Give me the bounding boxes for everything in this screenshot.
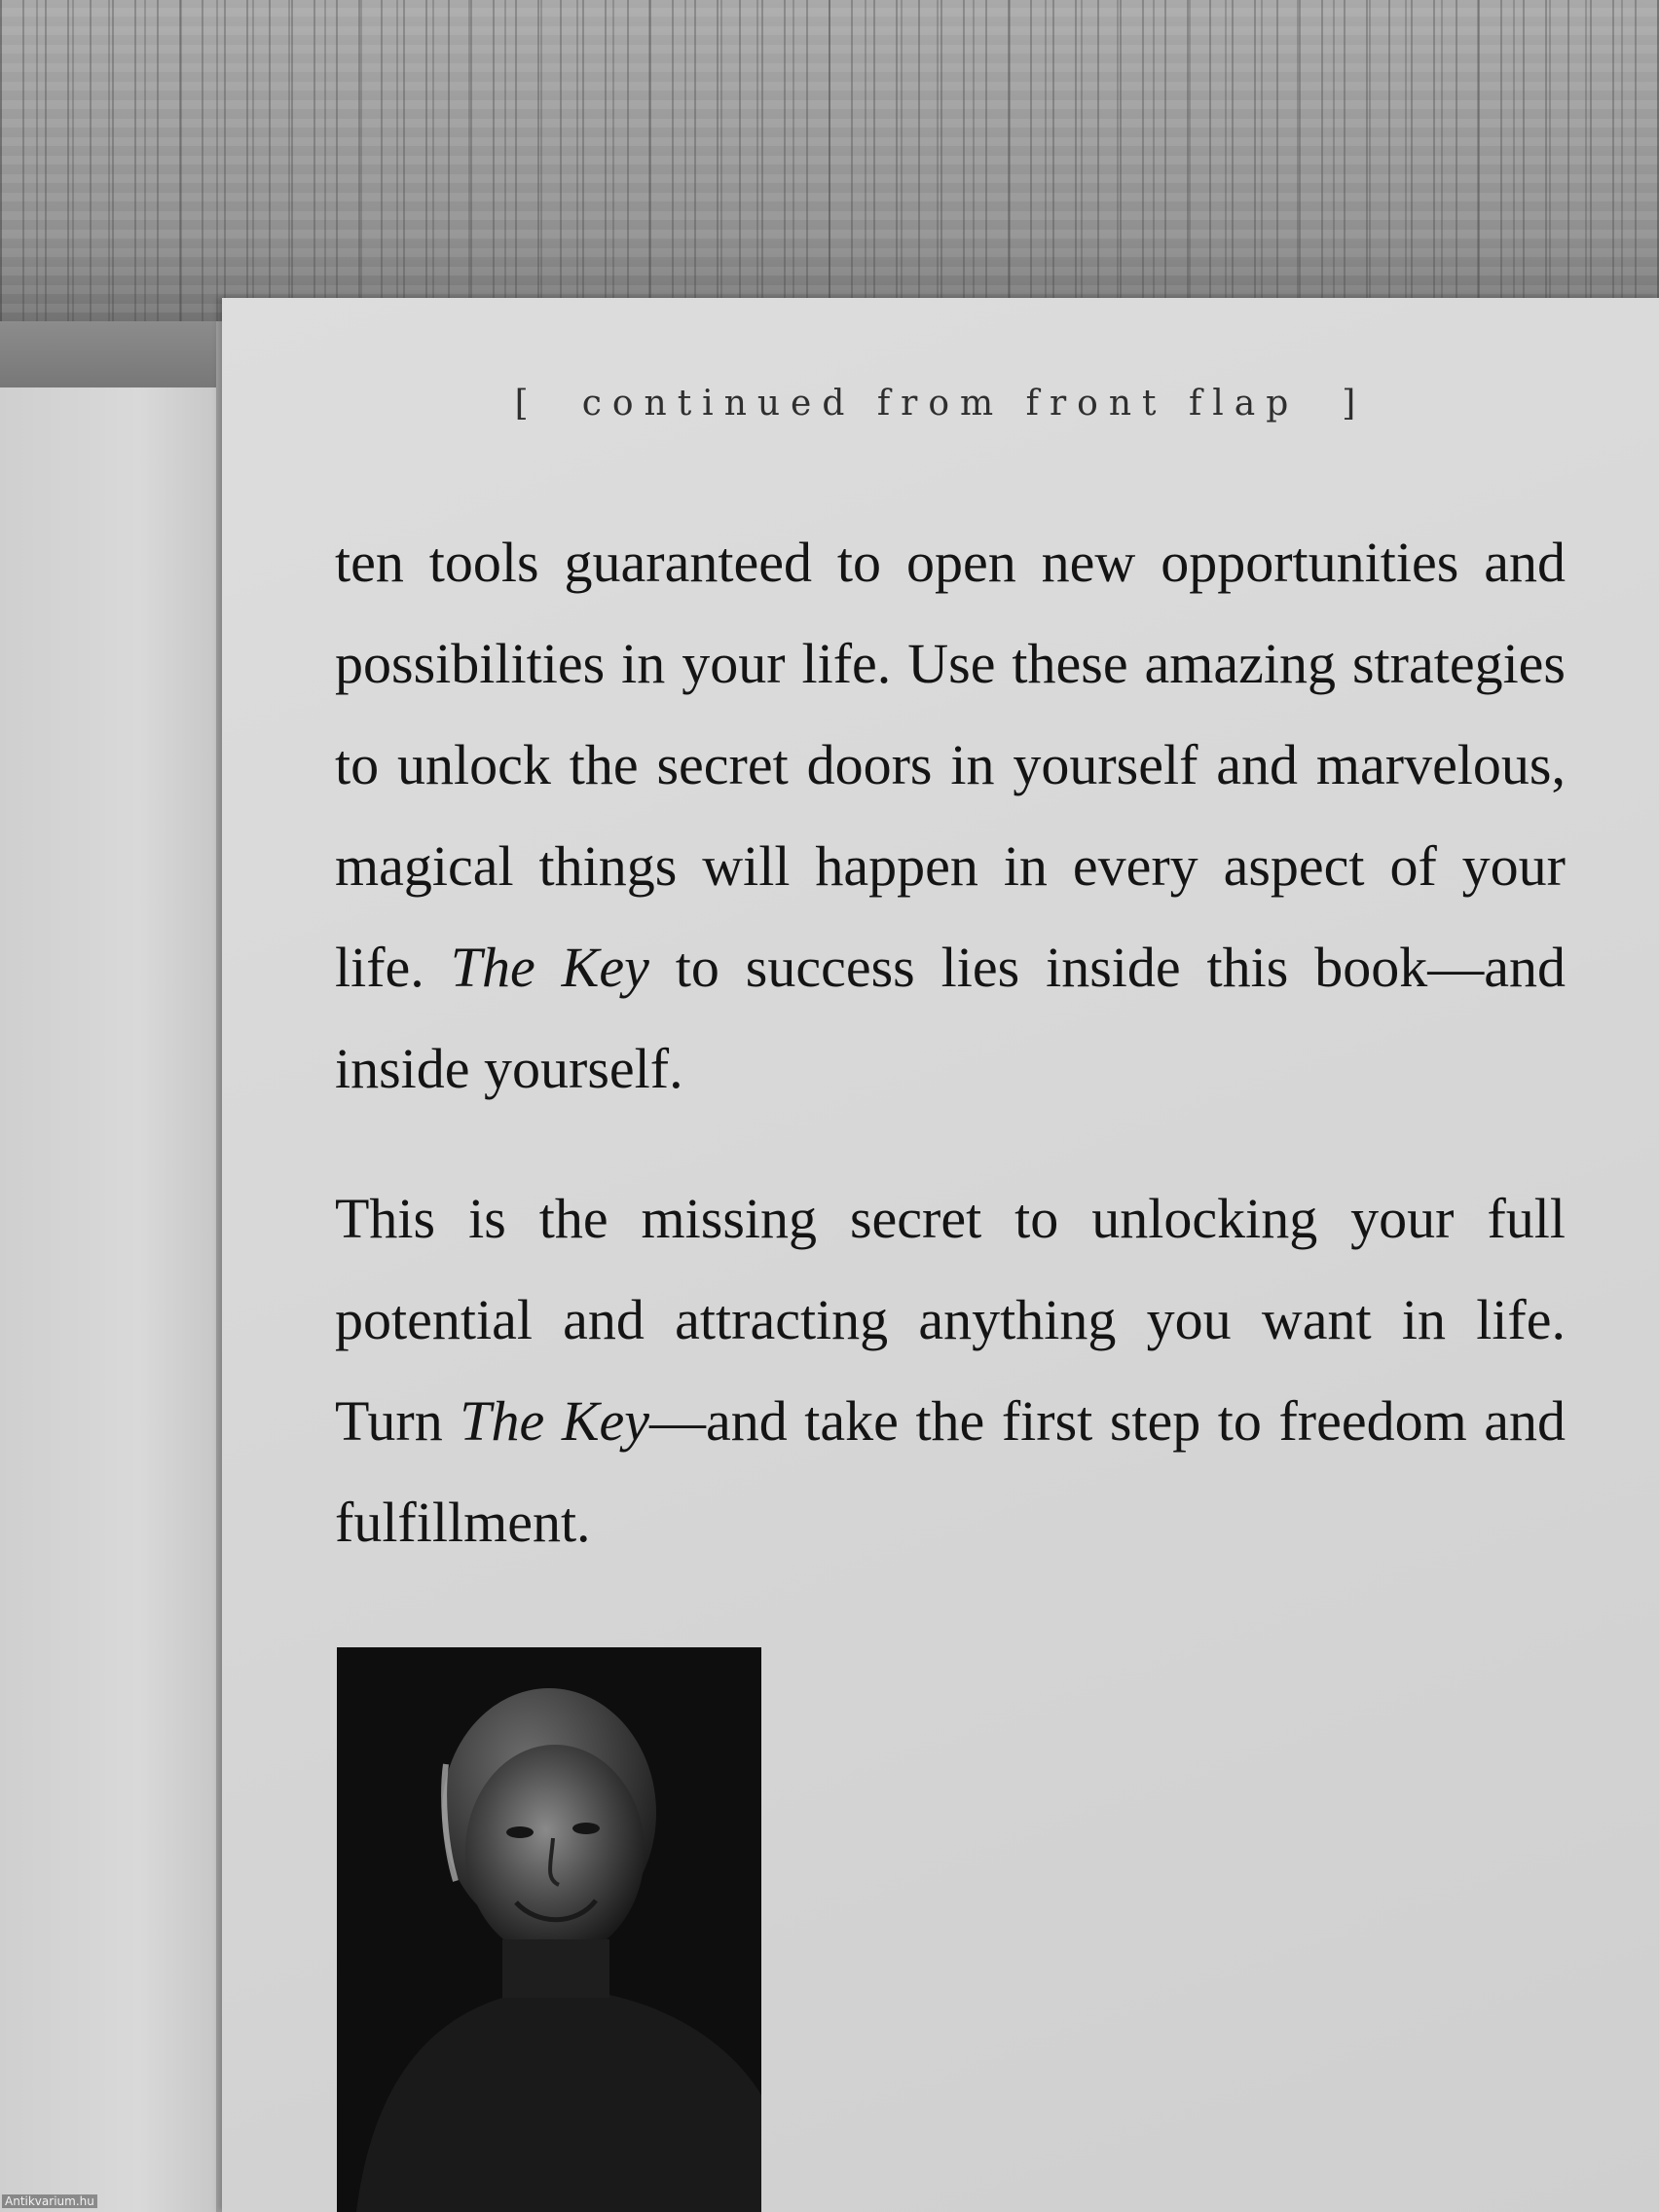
watermark-text: Antikvarium.hu [2, 2194, 97, 2208]
author-photo [337, 1647, 761, 2212]
author-portrait-image [337, 1647, 761, 2212]
header-close-bracket: ] [1342, 384, 1367, 424]
header-continued-text: continued from front flap [581, 384, 1300, 424]
paragraph-1 [335, 512, 1566, 1120]
flap-header [222, 384, 1659, 424]
paragraph-2 [335, 1168, 1566, 1573]
wallpaper-background [0, 0, 1659, 331]
flap-body-text [335, 512, 1566, 1622]
left-book-cover-edge [0, 321, 220, 389]
jacket-flap [222, 298, 1659, 2212]
paragraph-1-book-title: The Key [450, 936, 649, 999]
left-book-page [0, 387, 232, 2212]
paragraph-1-part-2: to success lies inside this book—and inside yourself. [335, 936, 1567, 1100]
paragraph-2-part-1: This is the missing secret to unlocking your full potential and attracting anything you want in life. Turn [335, 1187, 1566, 1453]
paragraph-2-book-title: The Key [460, 1389, 649, 1453]
paragraph-2-part-2: —and take the first step to freedom and fulfillment. [335, 1389, 1566, 1554]
paragraph-1-part-1: ten tools guaranteed to open new opportunities and possibilities in your life. Use these amazing strategies to unlock the secret doors in yourself and marvelous, magical things will happen in every aspect of your life. [335, 531, 1566, 999]
header-open-bracket: [ [514, 384, 539, 424]
